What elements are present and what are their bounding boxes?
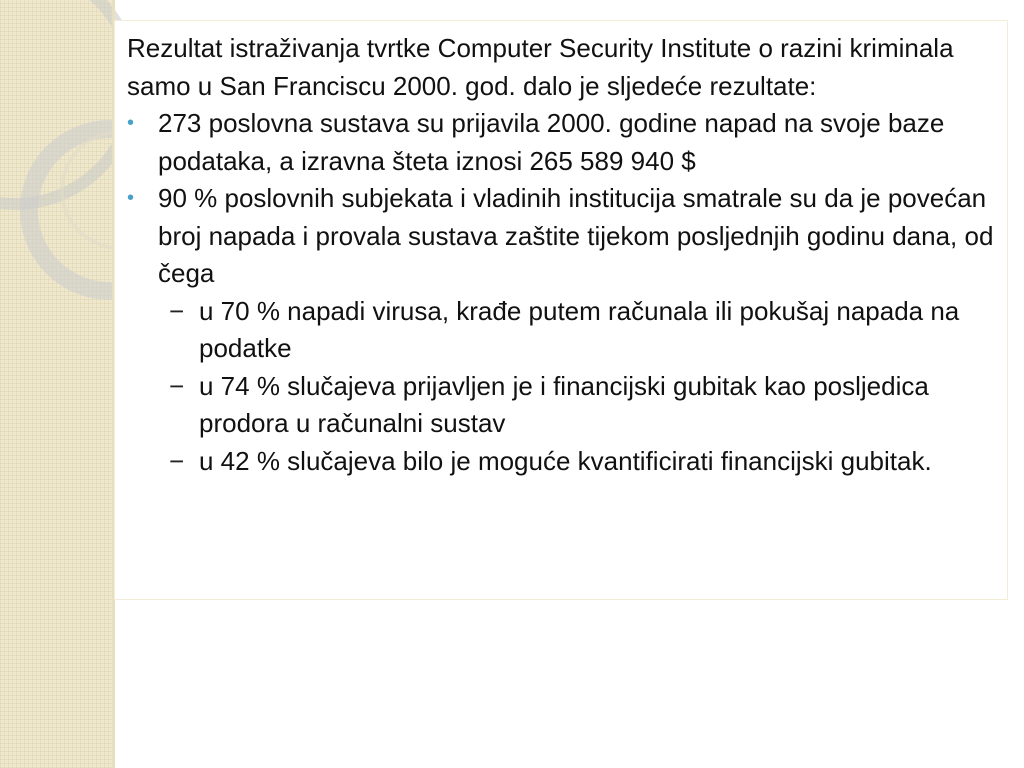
sub-bullet-text: u 42 % slučajeva bilo je moguće kvantificirati financijski gubitak. — [199, 445, 932, 476]
sub-bullet-item — [158, 293, 1002, 368]
dash-marker: − — [169, 370, 185, 401]
sub-bullet-item — [158, 443, 1002, 481]
decorative-side-strip — [0, 0, 114, 768]
dash-marker: − — [169, 295, 185, 326]
intro-paragraph: Rezultat istraživanja tvrtke Computer Security Institute o razini kriminala samo u San Franciscu 2000. god. dalo je sljedeće rezultate: — [127, 33, 954, 101]
bullet-item — [127, 105, 1002, 180]
dash-marker: − — [169, 445, 185, 476]
slide-body — [127, 30, 1002, 480]
sub-bullet-text: u 70 % napadi virusa, krađe putem računala ili pokušaj napada na podatke — [199, 295, 960, 363]
sub-bullet-text: u 74 % slučajeva prijavljen je i financijski gubitak kao posljedica prodora u računalni sustav — [199, 370, 929, 438]
bullet-marker: • — [127, 187, 135, 209]
bullet-item — [127, 180, 1002, 480]
sub-bullet-list — [158, 293, 1002, 481]
bullet-marker: • — [127, 112, 135, 134]
sub-bullet-item — [158, 368, 1002, 443]
bullet-list — [127, 105, 1002, 480]
bullet-text: 273 poslovna sustava su prijavila 2000. godine napad na svoje baze podataka, a izravna šteta iznosi 265 589 940 $ — [158, 108, 945, 176]
bullet-text: 90 % poslovnih subjekata i vladinih institucija smatrale su da je povećan broj napada i provala sustava zaštite tijekom posljednjih godinu dana, od čega — [158, 183, 994, 288]
